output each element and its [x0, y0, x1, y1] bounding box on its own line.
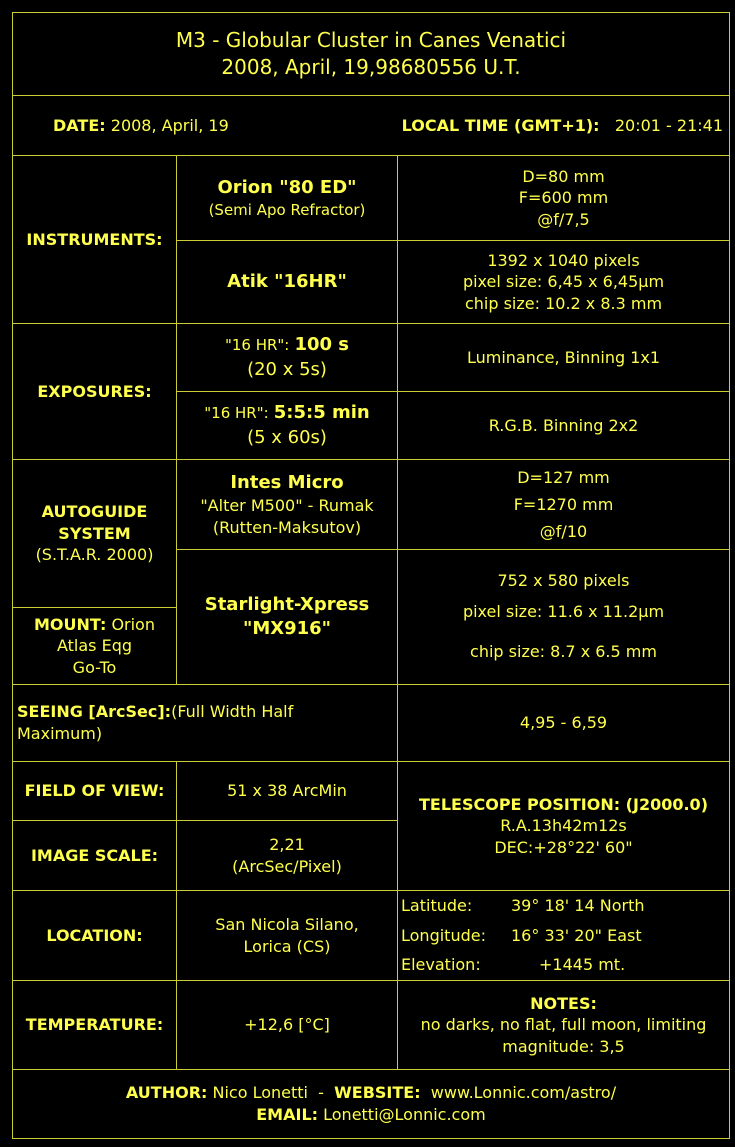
notes-cell: [397, 980, 730, 1070]
website-link[interactable]: www.Lonnic.com/astro/: [430, 1083, 617, 1103]
location-place-1: San Nicola Silano,: [215, 914, 359, 934]
notes-line-1: no darks, no flat, full moon, limiting: [420, 1015, 707, 1035]
email-label: EMAIL:: [256, 1105, 319, 1124]
date: DATE: 2008, April, 19: [53, 115, 229, 135]
guide-scope-diameter: D=127 mm: [517, 467, 610, 487]
camera-pixel-size: pixel size: 6,45 x 6,45µm: [462, 272, 665, 292]
guide-scope-model: "Alter M500" - Rumak: [200, 496, 374, 516]
camera-name: Atik "16HR": [176, 240, 398, 324]
seeing-label-cell: [12, 684, 398, 762]
telescope-position-label: TELESCOPE POSITION: (J2000.0): [418, 794, 708, 814]
telescope-ra: R.A.13h42m12s: [500, 816, 627, 836]
local-time: LOCAL TIME (GMT+1): 20:01 - 21:41: [401, 115, 723, 135]
elevation-value: +1445 mt.: [539, 955, 626, 975]
guide-camera-pixels: 752 x 580 pixels: [497, 571, 630, 591]
instruments-label: INSTRUMENTS:: [12, 155, 177, 324]
footer-author-line: AUTHOR: Nico Lonetti - WEBSITE: www.Lonnic.com/astro/: [125, 1083, 617, 1103]
image-scale-unit: (ArcSec/Pixel): [232, 856, 342, 876]
telescope-name: Orion "80 ED": [217, 176, 357, 198]
rgb-time: 5:5:5 min: [273, 402, 370, 424]
telescope-focal: F=600 mm: [518, 188, 609, 208]
fov-value: 51 x 38 ArcMin: [176, 761, 398, 821]
exposures-label: EXPOSURES:: [12, 323, 177, 460]
author-label: AUTHOR:: [125, 1083, 208, 1103]
lum-time: 100 s: [294, 334, 350, 356]
location-place: [176, 890, 398, 981]
guide-scope-ratio: @f/10: [539, 522, 588, 542]
rgb-exposure: [176, 391, 398, 460]
image-scale-label: IMAGE SCALE:: [12, 820, 177, 891]
footer: [12, 1069, 730, 1139]
telescope-cell: [176, 155, 398, 241]
latitude-value: 39° 18' 14 North: [511, 896, 645, 916]
latitude-label: Latitude:: [401, 896, 473, 916]
email-link[interactable]: Lonetti@Lonnic.com: [323, 1105, 486, 1124]
fov-label: FIELD OF VIEW:: [12, 761, 177, 821]
location-coords: [397, 890, 730, 981]
telescope-ratio: @f/7,5: [537, 209, 590, 229]
title-block: [12, 12, 730, 96]
notes-label: NOTES:: [530, 993, 597, 1013]
lum-prefix: "16 HR":: [224, 336, 290, 355]
location-label: LOCATION:: [12, 890, 177, 981]
guide-scope-name: Intes Micro: [230, 471, 344, 493]
guide-camera-cell: [176, 549, 398, 685]
telescope-specs: [397, 155, 730, 241]
mount-label: MOUNT:: [34, 614, 107, 634]
guide-camera-specs: [397, 549, 730, 685]
mount-cell: [12, 607, 177, 685]
seeing-desc-1: (Full Width Half: [171, 702, 294, 722]
guide-camera-pixel-size: pixel size: 11.6 x 11.2µm: [462, 601, 665, 621]
luminance-exposure: [176, 323, 398, 392]
rgb-desc: R.G.B. Binning 2x2: [397, 391, 730, 460]
guide-camera-name-2: "MX916": [242, 618, 332, 639]
guide-scope-specs: [397, 459, 730, 550]
camera-specs: [397, 240, 730, 324]
mount-value-1: Orion: [111, 614, 155, 634]
seeing-label: SEEING [ArcSec]:: [17, 702, 172, 722]
guide-scope-type: (Rutten-Maksutov): [212, 517, 362, 537]
luminance-desc: Luminance, Binning 1x1: [397, 323, 730, 392]
longitude-value: 16° 33' 20" East: [511, 925, 642, 945]
footer-email-line: [256, 1104, 485, 1126]
guide-scope-cell: [176, 459, 398, 550]
location-place-2: Lorica (CS): [243, 936, 331, 956]
title-line-2: 2008, April, 19,98680556 U.T.: [221, 55, 521, 79]
guide-camera-name-1: Starlight-Xpress: [204, 593, 370, 615]
website-label: WEBSITE:: [334, 1083, 421, 1103]
image-scale-cell: [176, 820, 398, 891]
lum-detail: (20 x 5s): [247, 358, 327, 380]
author-name: Nico Lonetti: [212, 1083, 308, 1103]
telescope-position-cell: [397, 761, 730, 891]
elevation-label: Elevation:: [401, 955, 481, 975]
telescope-diameter: D=80 mm: [522, 166, 605, 186]
temperature-value: +12,6 [°C]: [176, 980, 398, 1070]
seeing-desc-2: Maximum): [17, 724, 103, 743]
notes-line-2: magnitude: 3,5: [502, 1036, 625, 1056]
seeing-value: 4,95 - 6,59: [397, 684, 730, 762]
temperature-label: TEMPERATURE:: [12, 980, 177, 1070]
guide-scope-focal: F=1270 mm: [513, 494, 614, 514]
image-scale-value: 2,21: [269, 834, 305, 854]
telescope-dec: DEC:+28°22' 60": [494, 837, 633, 857]
camera-pixels: 1392 x 1040 pixels: [487, 250, 640, 270]
mount-value-2: Atlas Eqg: [56, 636, 133, 656]
telescope-type: (Semi Apo Refractor): [208, 201, 366, 220]
camera-chip-size: chip size: 10.2 x 8.3 mm: [464, 293, 663, 313]
date-row: [12, 95, 730, 156]
mount-value-3: Go-To: [72, 657, 117, 677]
autoguide-label-2: SYSTEM: [58, 523, 131, 543]
autoguide-label-3: (S.T.A.R. 2000): [35, 545, 154, 565]
title-line-1: M3 - Globular Cluster in Canes Venatici: [175, 28, 567, 52]
autoguide-label-1: AUTOGUIDE: [41, 502, 148, 522]
rgb-detail: (5 x 60s): [247, 426, 327, 448]
guide-camera-chip-size: chip size: 8.7 x 6.5 mm: [470, 642, 657, 662]
autoguide-label: [12, 459, 177, 608]
rgb-prefix: "16 HR":: [204, 404, 269, 423]
longitude-label: Longitude:: [401, 925, 486, 945]
